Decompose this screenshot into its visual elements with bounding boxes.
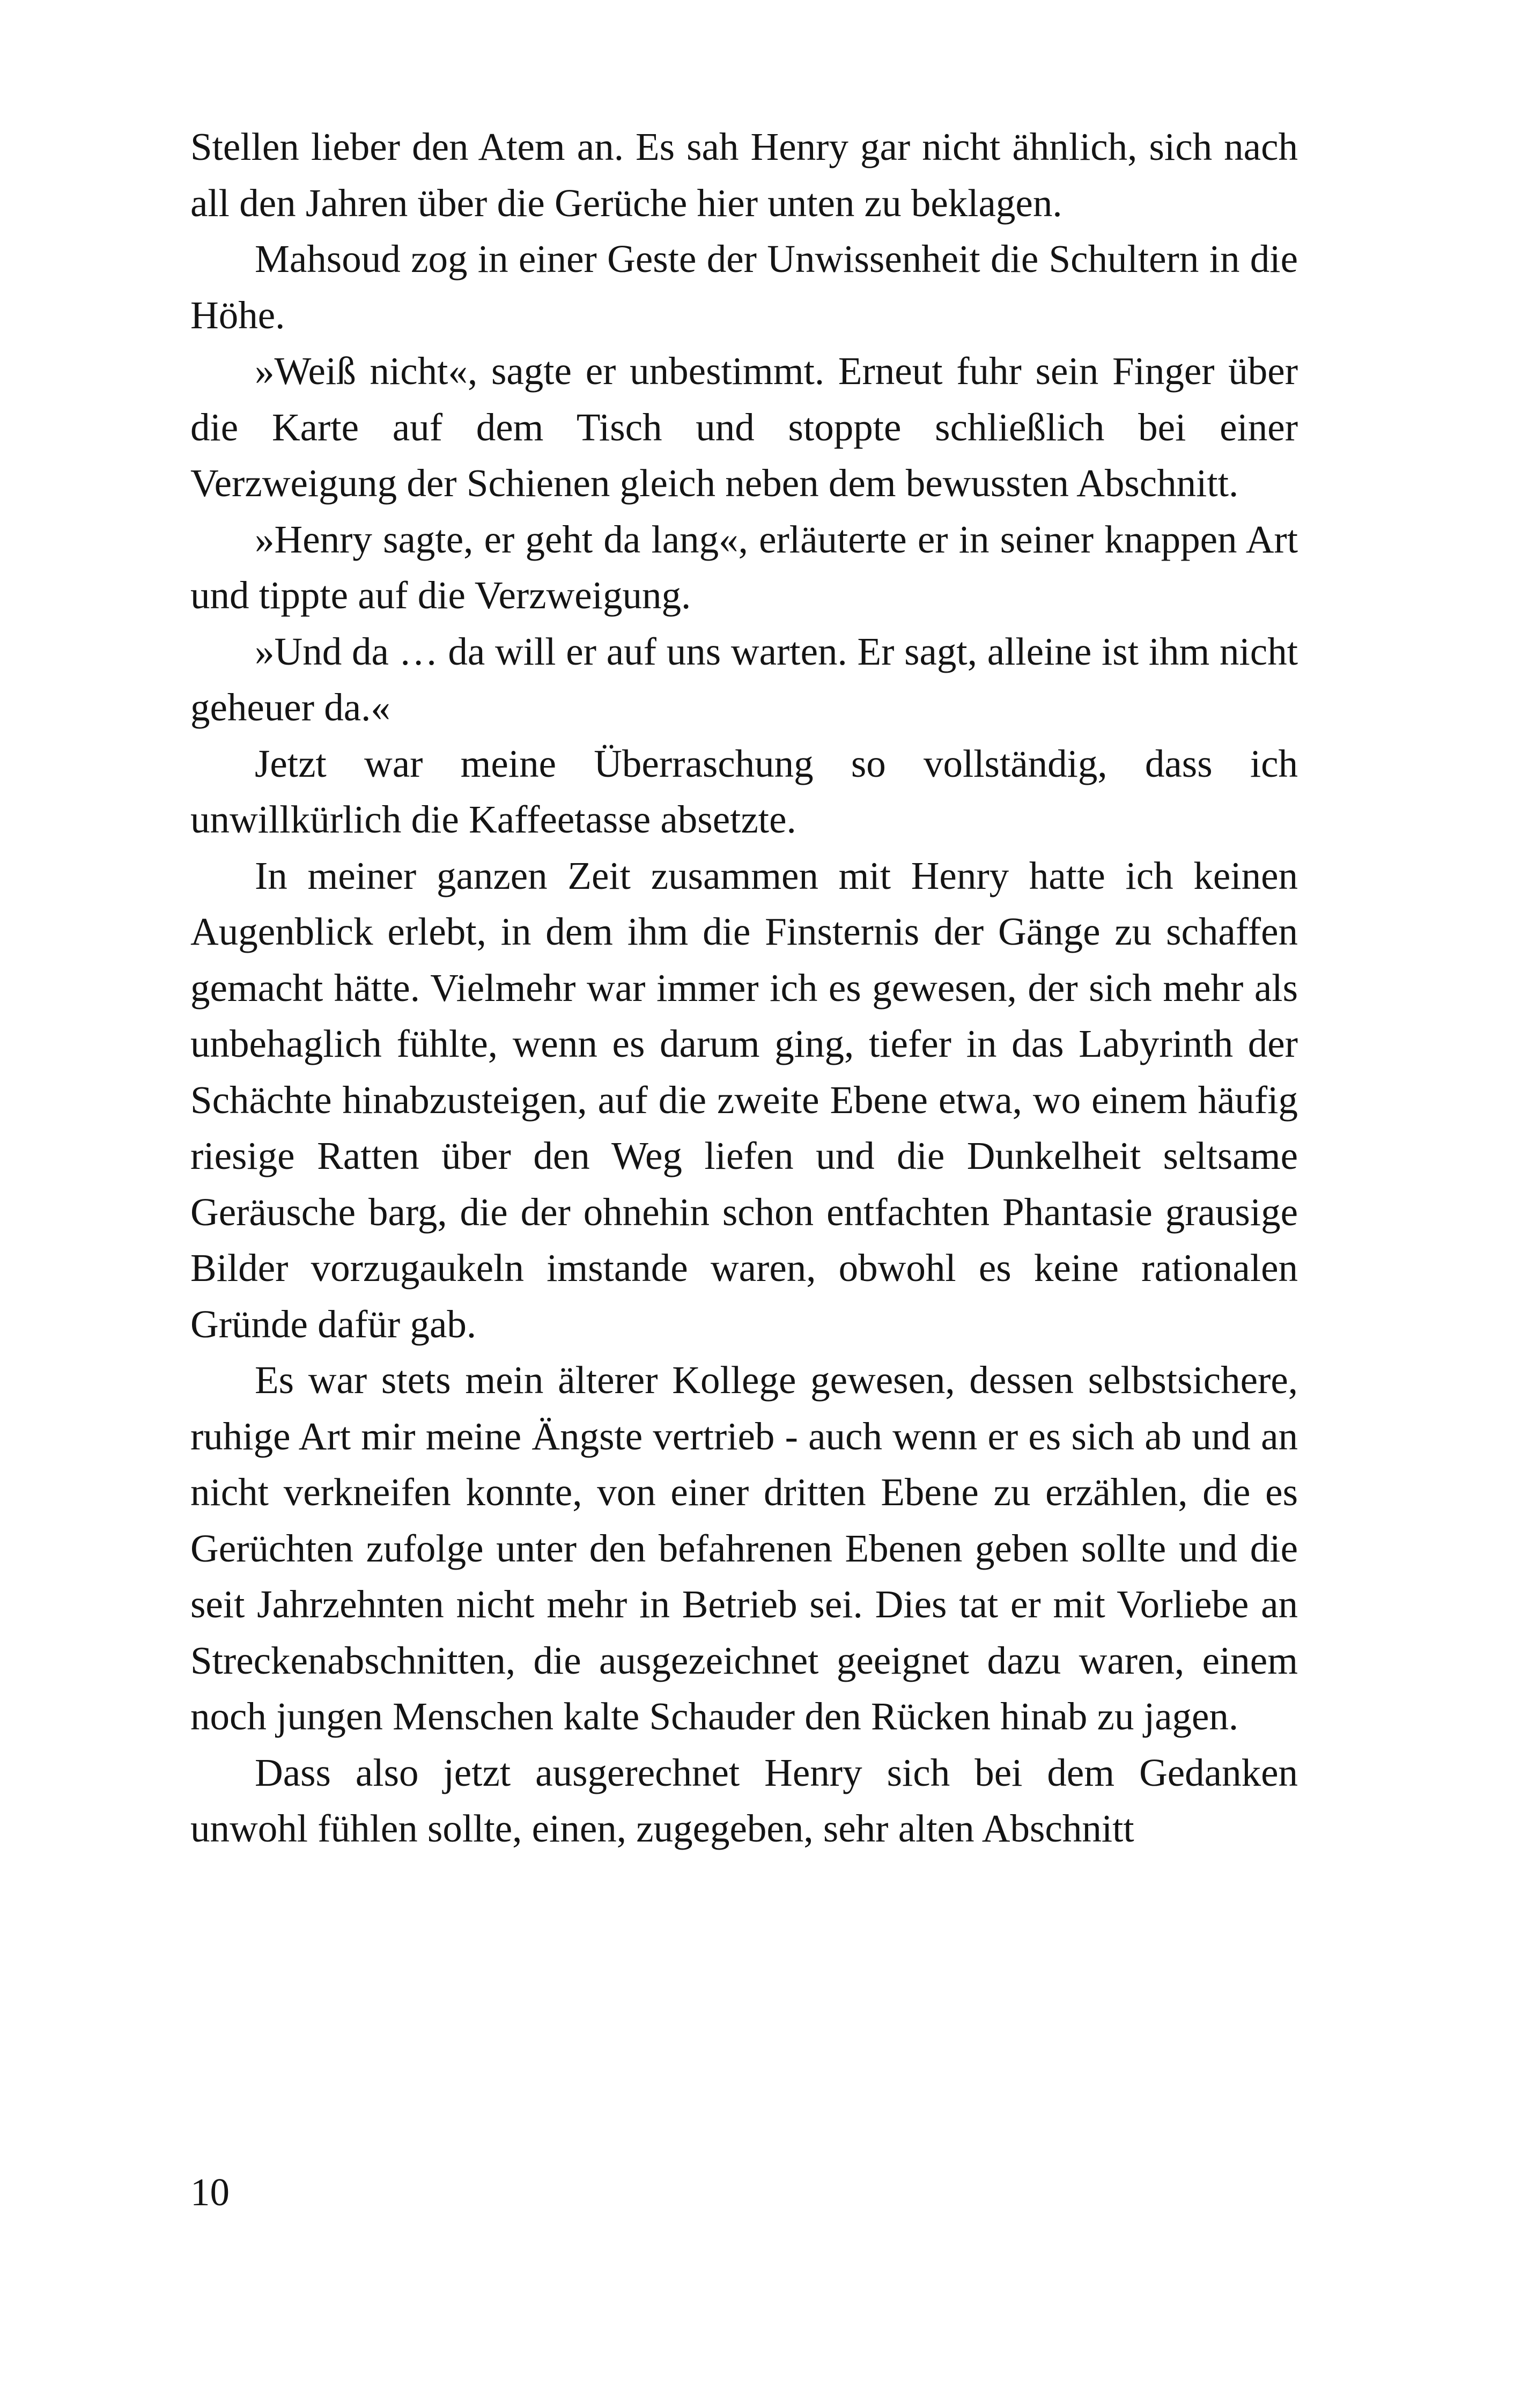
paragraph-7: In meiner ganzen Zeit zusammen mit Henry hatte ich keinen Augenblick erlebt, in dem ihm die Finsternis der Gänge zu schaffen gemacht hätte. Vielmehr war immer ich es gewesen, der sich mehr als unbehaglich fühlte, wenn es darum ging, tiefer in das Labyrinth der Schächte hinabzusteigen, auf die zweite Ebene etwa, wo einem häufig riesige Ratten über den Weg liefen und die Dunkelheit seltsame Geräusche barg, die der ohnehin schon entfachten Phantasie grausige Bilder vorzugaukeln imstande waren, obwohl es keine rationalen Gründe dafür gab.	[190, 853, 1298, 1346]
page-number: 10	[190, 2170, 230, 2214]
body-text	[190, 119, 1298, 1857]
paragraph-5: »Und da … da will er auf uns warten. Er sagt, alleine ist ihm nicht geheuer da.«	[190, 629, 1298, 729]
paragraph-4: »Henry sagte, er geht da lang«, erläuterte er in seiner knappen Art und tippte auf die Verzweigung.	[190, 517, 1298, 617]
paragraph-2: Mahsoud zog in einer Geste der Unwissenheit die Schultern in die Höhe.	[190, 237, 1298, 337]
paragraph-8: Es war stets mein älterer Kollege gewesen, dessen selbstsichere, ruhige Art mir meine Ängste vertrieb - auch wenn er es sich ab und an nicht verkneifen konnte, von einer dritten Ebene zu erzählen, die es Gerüchten zufolge unter den befahrenen Ebenen geben sollte und die seit Jahrzehnten nicht mehr in Betrieb sei. Dies tat er mit Vorliebe an Streckenabschnitten, die ausgezeichnet geeignet dazu waren, einem noch jungen Menschen kalte Schauder den Rücken hinab zu jagen.	[190, 1358, 1298, 1738]
paragraph-1: Stellen lieber den Atem an. Es sah Henry gar nicht ähnlich, sich nach all den Jahren über die Gerüche hier unten zu beklagen.	[190, 125, 1298, 225]
paragraph-3: »Weiß nicht«, sagte er unbestimmt. Erneut fuhr sein Finger über die Karte auf dem Tisch und stoppte schließlich bei einer Verzweigung der Schienen gleich neben dem bewussten Abschnitt.	[190, 349, 1298, 505]
paragraph-9: Dass also jetzt ausgerechnet Henry sich bei dem Gedanken unwohl fühlen sollte, einen, zugegeben, sehr alten Abschnitt	[190, 1750, 1298, 1850]
paragraph-6: Jetzt war meine Überraschung so vollständig, dass ich unwillkürlich die Kaffeetasse absetzte.	[190, 741, 1298, 841]
